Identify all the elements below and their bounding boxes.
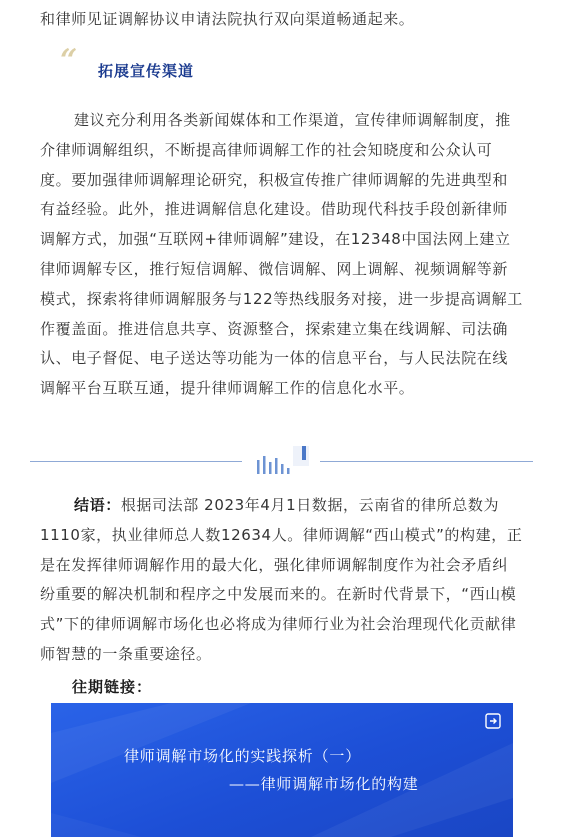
banner-title: 律师调解市场化的实践探析（一）: [124, 747, 362, 765]
section-heading: 拓展宣传渠道: [98, 62, 195, 80]
exit-icon[interactable]: [485, 713, 501, 729]
divider-line-right: [320, 461, 533, 462]
section-quote-icon: “: [60, 43, 78, 78]
links-heading: 往期链接：: [72, 678, 153, 696]
banner-decoration: [51, 703, 513, 837]
conclusion-label: 结语：: [74, 496, 121, 514]
section-paragraph: 建议充分利用各类新闻媒体和工作渠道，宣传律师调解制度，推介律师调解组织，不断提高律师调解工作的社会知晓度和公众认可度。要加强律师调解理论研究，积极宣传推广律师调解的先进典型和有益经验。此外，推进调解信息化建设。借助现代科技手段创新律师调解方式，加强“互联网+律师调解”建设，在12348中国法网上建立律师调解专区，推行短信调解、微信调解、网上调解、视频调解等新模式，探索将律师调解服务与122等热线服务对接，进一步提高调解工作覆盖面。推进信息共享、资源整合，探索建立集在线调解、司法确认、电子督促、电子送达等功能为一体的信息平台，与人民法院在线调解平台互联互通，提升律师调解工作的信息化水平。: [40, 111, 523, 398]
banner-subtitle: ——律师调解市场化的构建: [229, 775, 419, 793]
divider-line-left: [30, 461, 242, 462]
article-top-line: 和律师见证调解协议申请法院执行双向渠道畅通起来。: [40, 10, 415, 28]
bar-chart-icon: [253, 444, 313, 478]
conclusion-paragraph: [40, 491, 523, 670]
conclusion-text: 根据司法部 2023年4月1日数据，云南省的律所总数为1110家，执业律师总人数12634人。律师调解“西山模式”的构建，正是在发挥律师调解作用的最大化，强化律师调解制度作为社会矛盾纠纷重要的解决机制和程序之中发展而来的。在新时代背景下，“西山模式”下的律师调解市场化也必将成为律师行业为社会治理现代化贡献律师智慧的一条重要途径。: [40, 496, 523, 663]
previous-article-banner[interactable]: [51, 703, 513, 837]
